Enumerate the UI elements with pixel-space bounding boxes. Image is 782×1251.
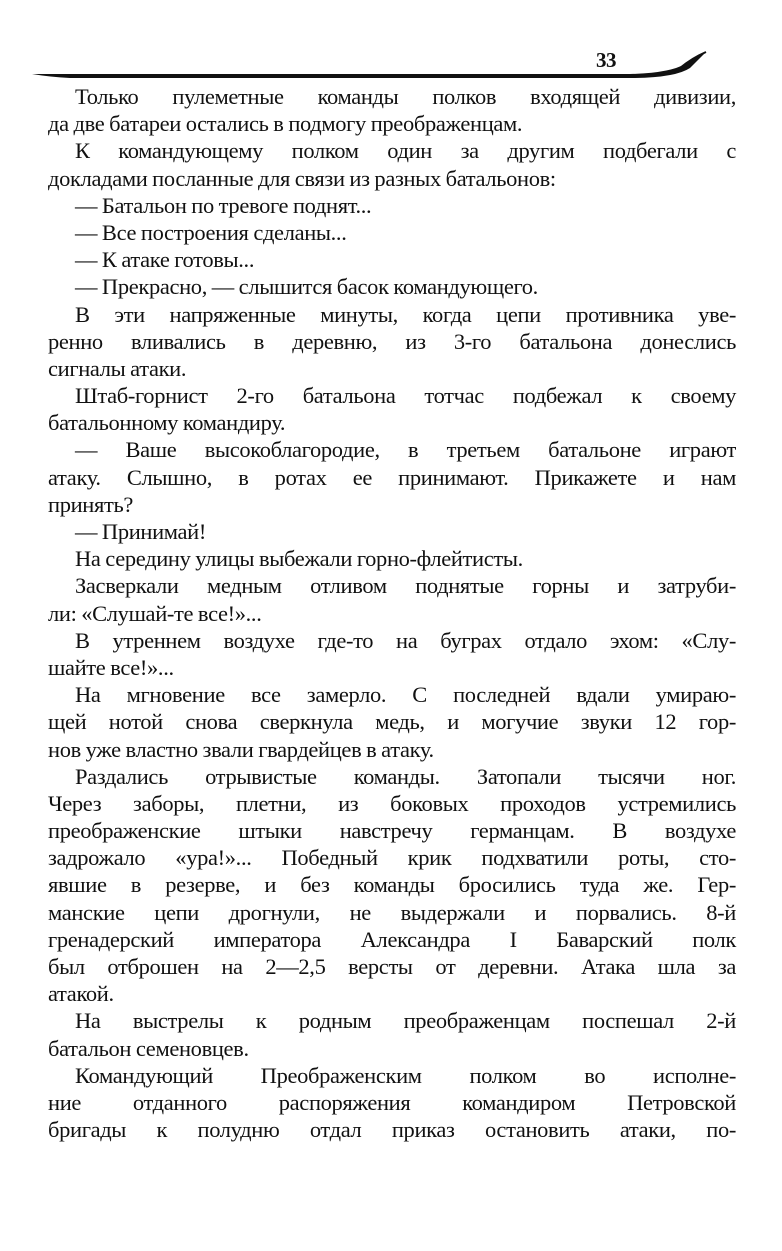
header-rule-ornament	[30, 44, 710, 84]
paragraph	[48, 137, 736, 191]
paragraph	[48, 572, 736, 626]
text-line: батальонному командиру.	[48, 410, 286, 436]
text-line: Штаб-горнист 2-го батальона тотчас подбежал к своему	[75, 383, 736, 409]
text-line: — Все построения сделаны...	[75, 219, 347, 245]
text-line: — Батальон по тревоге поднят...	[75, 192, 372, 218]
paragraph	[48, 763, 736, 1008]
text-line: да две батареи остались в подмогу преображенцам.	[48, 111, 523, 137]
text-line: бригады к полудню отдал приказ остановить атаки, по-	[48, 1117, 736, 1143]
text-line: шайте все!»...	[48, 654, 174, 680]
text-line: На выстрелы к родным преображенцам поспешал 2-й	[75, 1008, 736, 1034]
text-line: атаку. Слышно, в ротах ее принимают. Прикажете и нам	[48, 464, 736, 490]
paragraph	[48, 681, 736, 763]
text-line: В эти напряженные минуты, когда цепи противника уве-	[75, 301, 736, 327]
text-line: К командующему полком один за другим подбегали с	[75, 138, 736, 164]
text-line: — Принимай!	[75, 519, 207, 544]
text-line: ние отданного распоряжения командиром Петровской	[48, 1089, 736, 1115]
text-line: Только пулеметные команды полков входящей дивизии,	[75, 84, 736, 109]
text-line: На середину улицы выбежали горно-флейтисты.	[75, 546, 523, 572]
text-line: манские цепи дрогнули, не выдержали и порвались. 8-й	[48, 899, 736, 925]
paragraph	[48, 627, 736, 681]
text-line: щей нотой снова сверкнула медь, и могучие звуки 12 гор-	[48, 709, 736, 735]
text-line: На мгновение все замерло. С последней вдали умираю-	[75, 682, 736, 708]
paragraph	[48, 1062, 736, 1144]
text-line: явшие в резерве, и без команды бросились туда же. Гер-	[48, 872, 736, 898]
paragraph	[48, 246, 736, 273]
text-line: батальон семеновцев.	[48, 1035, 249, 1061]
paragraph	[48, 219, 736, 246]
text-line: — Ваше высокоблагородие, в третьем батальоне играют	[75, 437, 736, 463]
text-line: сигналы атаки.	[48, 355, 187, 381]
paragraph	[48, 518, 736, 545]
paragraph	[48, 545, 736, 572]
text-line: задрожало «ура!»... Победный крик подхватили роты, сто-	[48, 845, 736, 871]
text-line: Засверкали медным отливом поднятые горны и затруби-	[75, 573, 736, 599]
paragraph	[48, 273, 736, 300]
text-line: гренадерский императора Александра I Баварский полк	[48, 926, 736, 952]
text-line: — К атаке готовы...	[75, 247, 255, 273]
text-line: принять?	[48, 491, 134, 517]
text-line: ренно вливались в деревню, из 3-го батальона донеслись	[48, 328, 736, 354]
text-line: атакой.	[48, 981, 114, 1007]
paragraph	[48, 1007, 736, 1061]
paragraph	[48, 192, 736, 219]
paragraph	[48, 382, 736, 436]
paragraph	[48, 301, 736, 383]
text-line: В утреннем воздухе где-то на буграх отдало эхом: «Слу-	[75, 627, 736, 653]
text-line: Раздались отрывистые команды. Затопали тысячи ног.	[75, 763, 736, 789]
text-line: — Прекрасно, — слышится басок командующего.	[75, 274, 538, 300]
page-number: 33	[596, 48, 616, 72]
text-line: был отброшен на 2—2,5 версты от деревни. Атака шла за	[48, 954, 736, 979]
text-line: Командующий Преображенским полком во исполне-	[75, 1062, 736, 1088]
text-line: ли: «Слушай-те все!»...	[48, 600, 262, 626]
paragraph	[48, 436, 736, 518]
paragraph	[48, 83, 736, 137]
text-line: преображенские штыки навстречу германцам. В воздухе	[48, 818, 736, 844]
text-line: Через заборы, плетни, из боковых проходов устремились	[48, 790, 736, 816]
body-text	[48, 83, 736, 1143]
text-line: докладами посланные для связи из разных батальонов:	[48, 165, 556, 191]
text-line: нов уже властно звали гвардейцев в атаку.	[48, 736, 434, 762]
